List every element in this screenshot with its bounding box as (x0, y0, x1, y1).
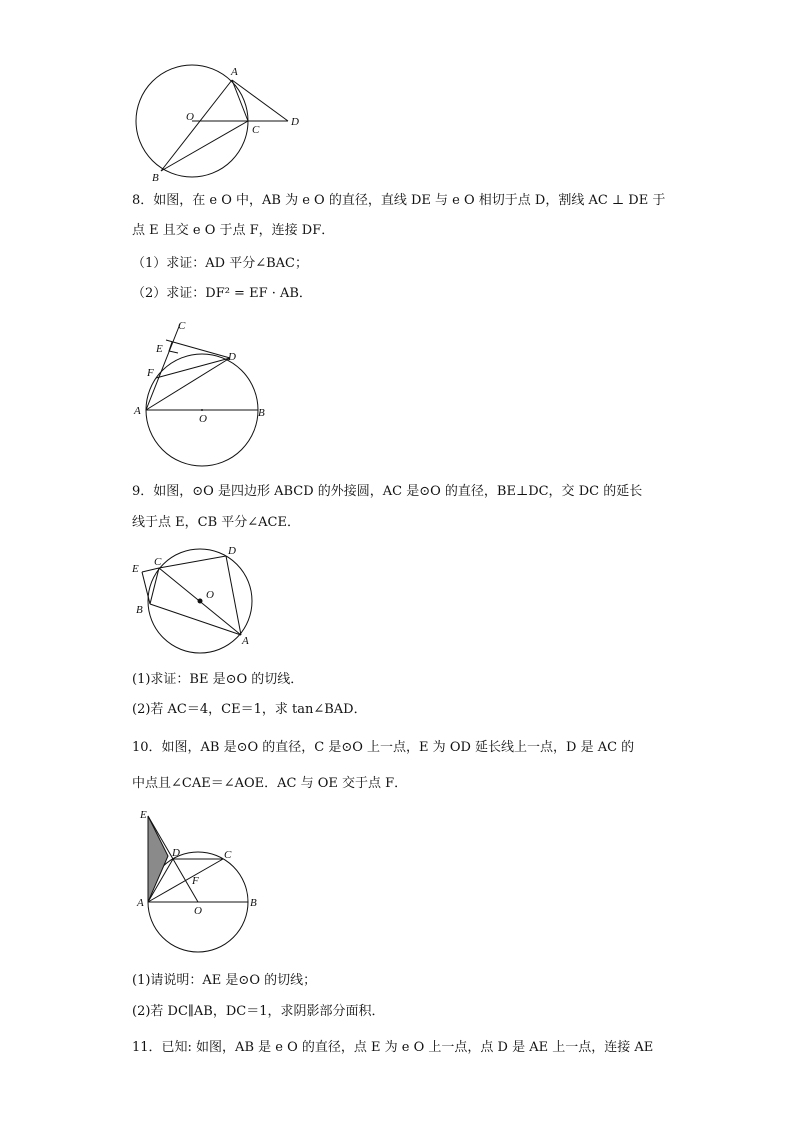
label-a: A (134, 405, 141, 417)
problem-8-part1: （1）求证：AD 平分∠BAC； (132, 256, 308, 271)
problem-10-part1: (1)请说明：AE 是⊙O 的切线； (132, 973, 317, 988)
segment-ba (150, 604, 241, 635)
segment-ab (161, 80, 232, 171)
problem-10-statement-line2: 中点且∠CAE＝∠AOE．AC 与 OE 交于点 F． (132, 776, 408, 791)
figure-circle-tangent-7 (128, 60, 318, 185)
problem-8-part2: （2）求证：DF² = EF · AB． (132, 286, 312, 301)
figure-circle-10 (130, 808, 270, 958)
figure-circle-8 (130, 318, 280, 468)
label-a: A (137, 897, 144, 909)
label-e: E (140, 809, 147, 821)
center-dot (201, 409, 203, 411)
label-d: D (172, 847, 180, 859)
label-d: D (291, 116, 299, 128)
label-e: E (132, 563, 139, 575)
problem-10-part2: (2)若 DC∥AB，DC＝1，求阴影部分面积． (132, 1004, 385, 1019)
label-b: B (250, 897, 257, 909)
label-a: A (231, 66, 238, 78)
label-d: D (228, 545, 236, 557)
figure-circle-9 (130, 540, 260, 665)
problem-10-statement-line1: 10．如图，AB 是⊙O 的直径，C 是⊙O 上一点，E 为 OD 延长线上一点，D 是 AC 的 (132, 740, 635, 755)
label-c: C (224, 849, 232, 861)
label-a: A (242, 635, 249, 647)
label-b: B (136, 604, 143, 616)
segment-cd (159, 556, 226, 568)
label-e: E (156, 343, 163, 355)
center-dot (198, 599, 203, 604)
label-c: C (178, 320, 186, 332)
problem-9-part1: (1)求证：BE 是⊙O 的切线． (132, 672, 304, 687)
label-o: O (199, 413, 207, 425)
segment-cb (150, 568, 159, 604)
segment-ec (142, 568, 159, 572)
label-o: O (186, 111, 194, 123)
segment-eb (142, 572, 150, 604)
label-o: O (206, 589, 214, 601)
label-c: C (154, 556, 162, 568)
label-d: D (228, 351, 236, 363)
label-c: C (252, 124, 260, 136)
problem-8-statement-line2: 点 E 且交 e O 于点 F，连接 DF． (132, 223, 335, 238)
label-b: B (152, 172, 159, 184)
label-f: F (147, 367, 154, 379)
label-b: B (258, 407, 265, 419)
problem-11-statement-line1: 11．已知: 如图，AB 是 e O 的直径，点 E 为 e O 上一点，点 D 是 AE 上一点，连接 AE (132, 1040, 654, 1055)
problem-9-part2: (2)若 AC＝4，CE＝1，求 tan∠BAD． (132, 702, 367, 717)
segment-ad (146, 358, 230, 410)
shaded-region (148, 816, 168, 902)
line-ed (166, 340, 230, 358)
right-angle-mark (169, 342, 178, 353)
label-f: F (192, 875, 199, 887)
problem-9-statement-line2: 线于点 E，CB 平分∠ACE． (132, 515, 300, 530)
problem-9-statement-line1: 9．如图，⊙O 是四边形 ABCD 的外接圆，AC 是⊙O 的直径，BE⊥DC，交 DC 的延长 (132, 484, 643, 499)
segment-bc (161, 121, 248, 171)
segment-fd (156, 358, 230, 378)
label-o: O (194, 905, 202, 917)
problem-8-statement-line1: 8．如图，在 e O 中，AB 为 e O 的直径，直线 DE 与 e O 相切于点 D，割线 AC ⊥ DE 于 (132, 193, 666, 208)
segment-da (226, 556, 241, 635)
